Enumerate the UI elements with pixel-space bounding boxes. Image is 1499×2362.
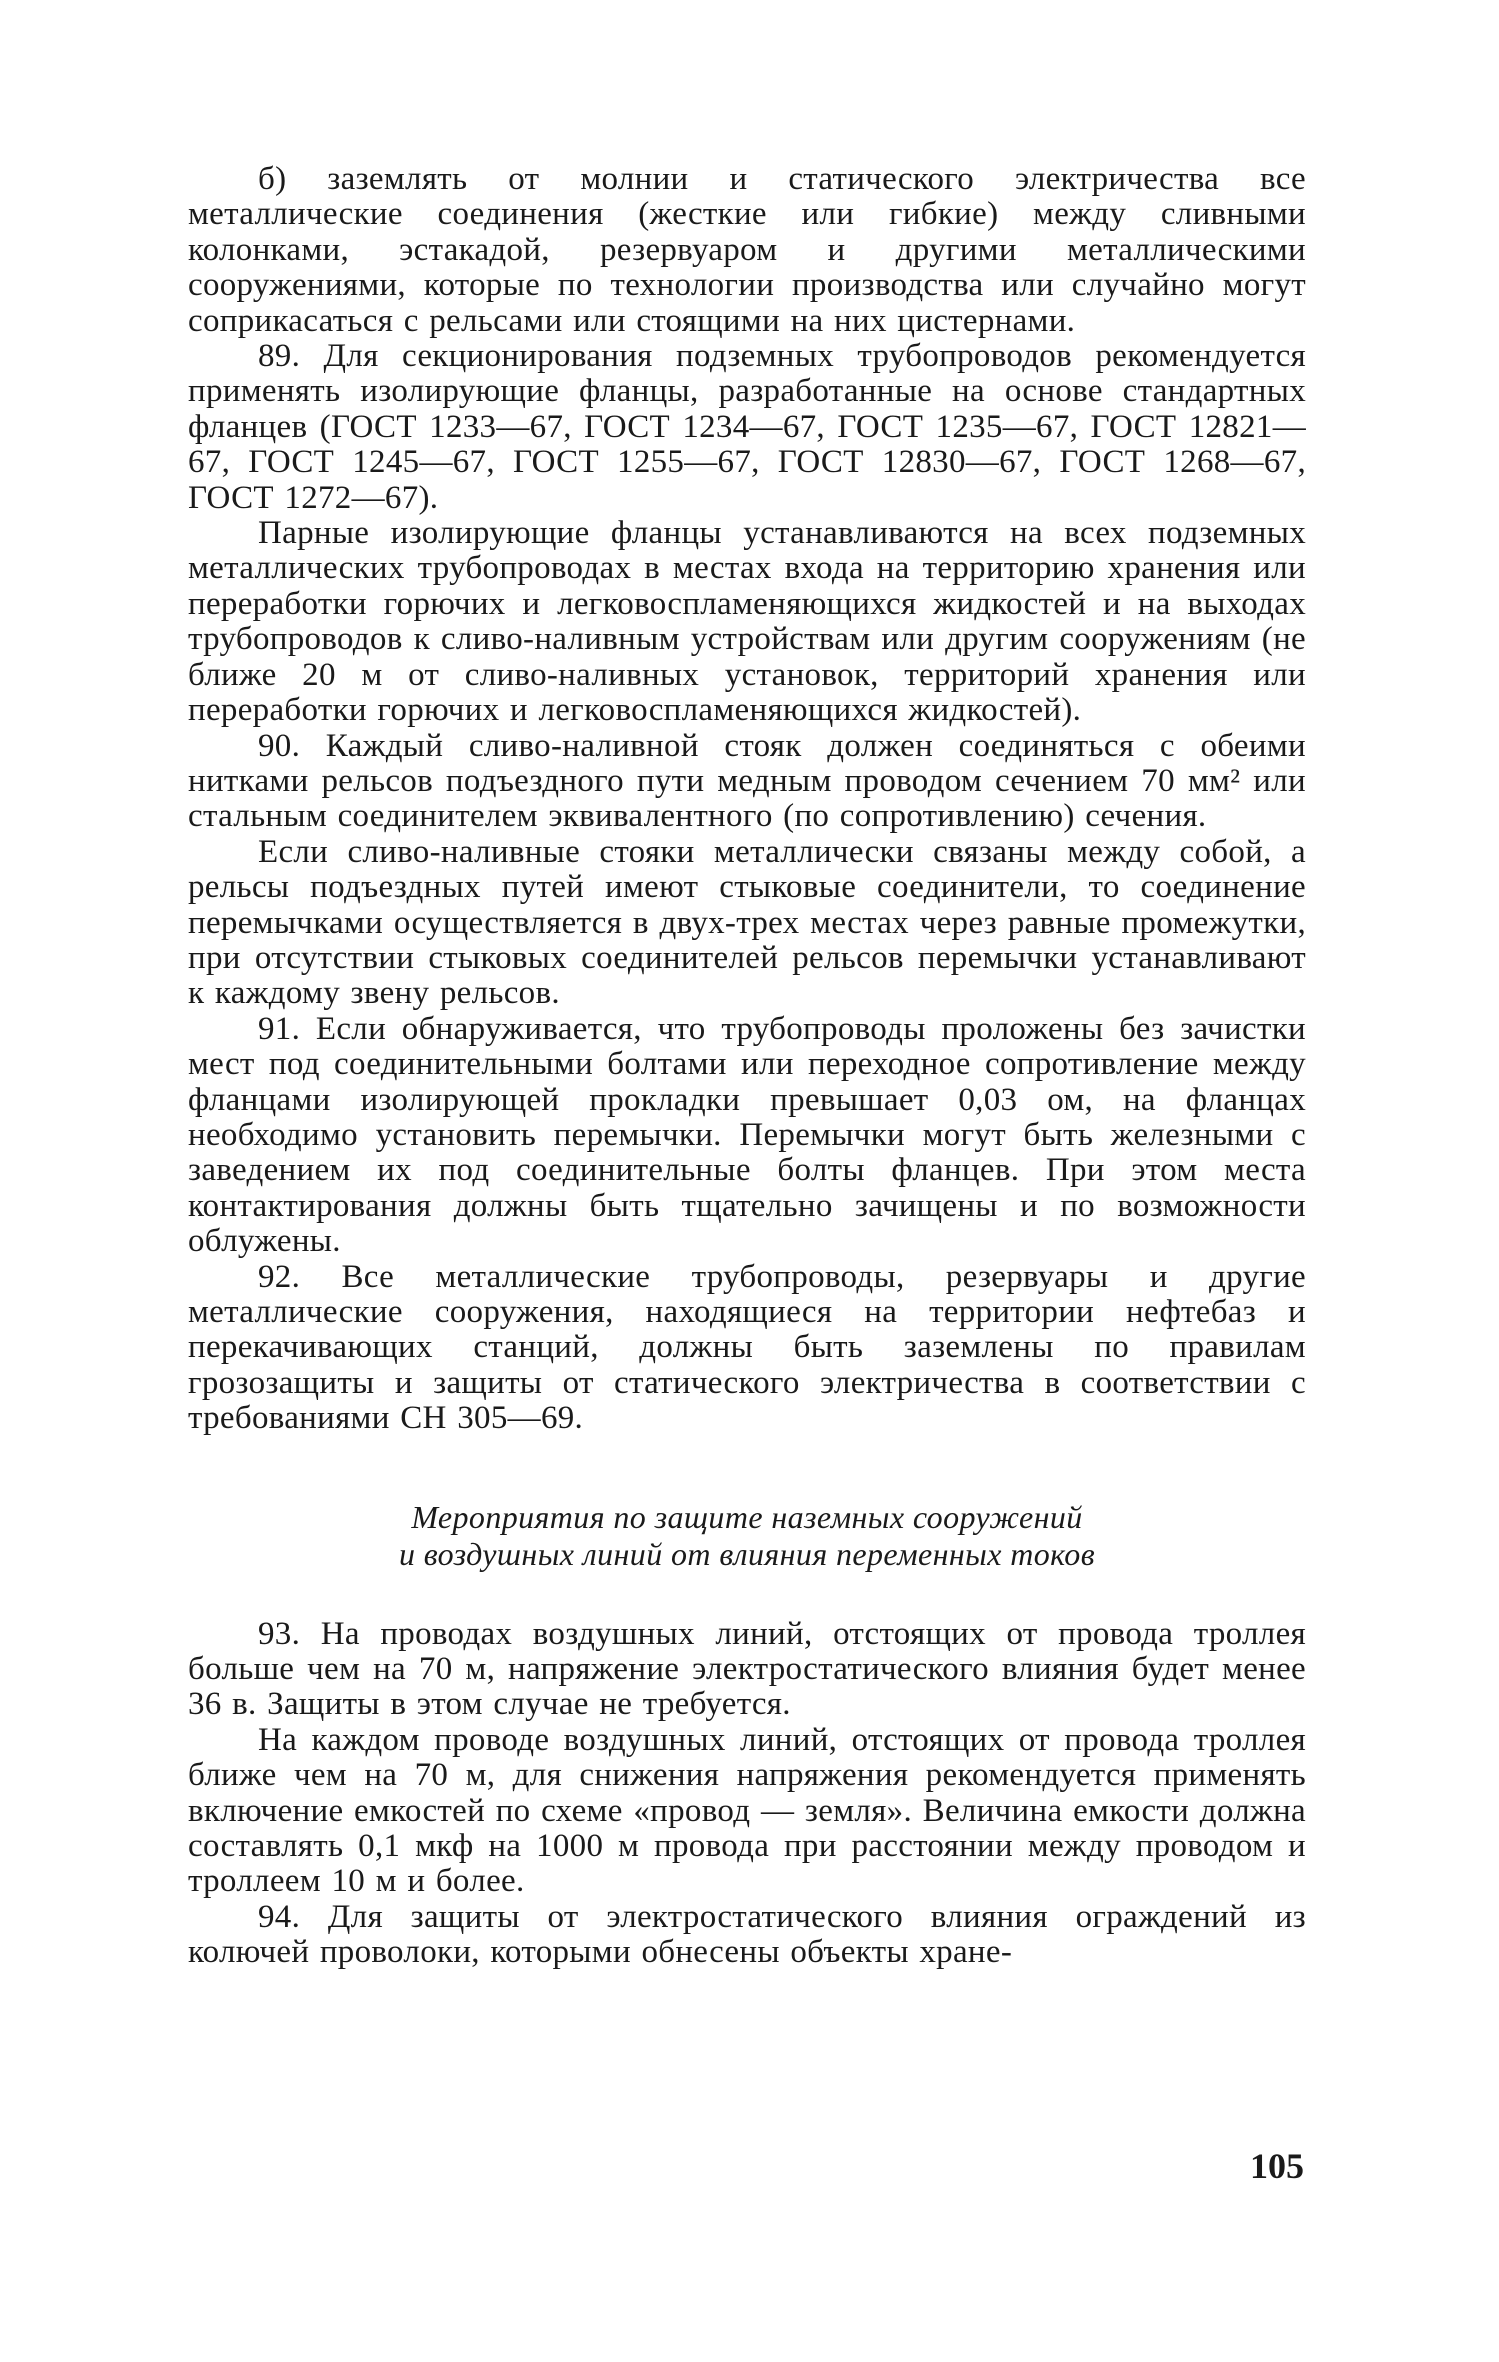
paragraph-b-grounding: б) заземлять от молнии и статического электричества все металлические соединения (жесткие или гибкие) между сливными колонками, эстакадой, резервуаром и другими металлическими сооружениями, которые по технологии производства или случайно могут соприкасаться с рельсами или стоящими на них цистернами. <box>188 161 1306 339</box>
paragraph-89: 89. Для секционирования подземных трубопроводов рекомендуется применять изолирующие фланцы, разработанные на основе стандартных фланцев (ГОСТ 1233—67, ГОСТ 1234—67, ГОСТ 1235—67, ГОСТ 12821—67, ГОСТ 1245—67, ГОСТ 1255—67, ГОСТ 12830—67, ГОСТ 1268—67, ГОСТ 1272—67). <box>188 338 1306 516</box>
paragraph-93: 93. На проводах воздушных линий, отстоящих от провода троллея больше чем на 70 м, напряжение электростатического влияния будет менее 36 в. Защиты в этом случае не требуется. <box>188 1615 1306 1723</box>
section-heading <box>188 1499 1306 1573</box>
page-number: 105 <box>1250 2146 1304 2186</box>
section-heading-line-1: Мероприятия по защите наземных сооружений <box>411 1498 1083 1535</box>
section-heading-line-2: и воздушных линий от влияния переменных токов <box>399 1535 1095 1572</box>
paragraph-capacitors: На каждом проводе воздушных линий, отстоящих от провода троллея ближе чем на 70 м, для снижения напряжения рекомендуется применять включение емкостей по схеме «провод — земля». Величина емкости должна составлять 0,1 мкф на 1000 м провода при расстоянии между проводом и троллеем 10 м и более. <box>188 1721 1306 1900</box>
paragraph-92: 92. Все металлические трубопроводы, резервуары и другие металлические сооружения, находящиеся на территории нефтебаз и перекачивающих станций, должны быть заземлены по правилам грозозащиты и защиты от статического электричества в соответствии с требованиями СН 305—69. <box>188 1258 1306 1437</box>
paragraph-90: 90. Каждый сливо-наливной стояк должен соединяться с обеими нитками рельсов подъездного пути медным проводом сечением 70 мм² или стальным соединителем эквивалентного (по сопротивлению) сечения. <box>188 727 1306 835</box>
page-body <box>188 162 1306 1971</box>
paragraph-paired-flanges: Парные изолирующие фланцы устанавливаются на всех подземных металлических трубопроводах в местах входа на территорию хранения или переработки горючих и легковоспламеняющихся жидкостей и на выходах трубопроводов к сливо-наливным устройствам или другим сооружениям (не ближе 20 м от сливо-наливных установок, территорий хранения или переработки горючих и легковоспламеняющихся жидкостей). <box>188 515 1306 729</box>
paragraph-94: 94. Для защиты от электростатического влияния ограждений из колючей проволоки, которыми обнесены объекты хране- <box>188 1898 1306 1971</box>
paragraph-jumpers: Если сливо-наливные стояки металлически связаны между собой, а рельсы подъездных путей имеют стыковые соединители, то соединение перемычками осуществляется в двух-трех местах через равные промежутки, при отсутствии стыковых соединителей рельсов перемычки устанавливают к каждому звену рельсов. <box>188 833 1306 1012</box>
paragraph-91: 91. Если обнаруживается, что трубопроводы проложены без зачистки мест под соединительными болтами или переходное сопротивление между фланцами изолирующей прокладки превышает 0,03 ом, на фланцах необходимо установить перемычки. Перемычки могут быть железными с заведением их под соединительные болты фланцев. При этом места контактирования должны быть тщательно зачищены и по возможности облужены. <box>188 1010 1306 1260</box>
